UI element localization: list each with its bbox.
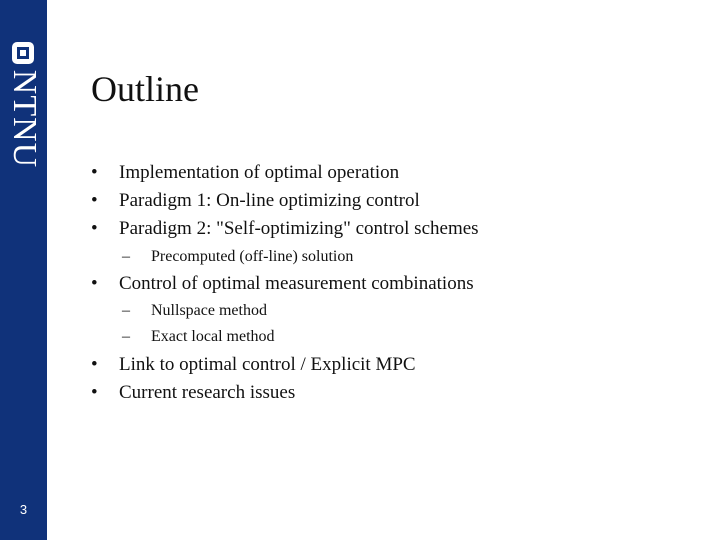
bullet-text: Paradigm 1: On-line optimizing control — [119, 190, 420, 211]
sub-bullet-text: Precomputed (off-line) solution — [151, 248, 354, 265]
bullet-item — [91, 381, 295, 405]
bullet-item — [91, 161, 399, 185]
bullet-item — [91, 353, 416, 377]
bullet-item — [91, 272, 474, 296]
sub-bullet-marker: – — [122, 328, 130, 345]
bullet-item — [91, 189, 420, 213]
bullet-marker: • — [91, 382, 98, 403]
bullet-text: Paradigm 2: "Self-optimizing" control schemes — [119, 218, 479, 239]
bullet-text: Current research issues — [119, 382, 296, 403]
slide-title: Outline — [91, 69, 199, 109]
bullet-marker: • — [91, 273, 98, 294]
bullet-marker: • — [91, 190, 98, 211]
sub-bullet-text: Exact local method — [151, 328, 275, 345]
page-number: 3 — [19, 502, 28, 517]
bullet-text: Link to optimal control / Explicit MPC — [119, 354, 416, 375]
sub-bullet-item — [122, 327, 275, 347]
sub-bullet-text: Nullspace method — [151, 302, 267, 319]
sub-bullet-marker: – — [122, 248, 130, 265]
sub-bullet-item — [122, 301, 267, 321]
bullet-marker: • — [91, 162, 98, 183]
bullet-item — [91, 217, 479, 241]
sub-bullet-marker: – — [122, 302, 130, 319]
bullet-marker: • — [91, 218, 98, 239]
sub-bullet-item — [122, 247, 353, 267]
bullet-text: Implementation of optimal operation — [119, 162, 400, 183]
ntnu-logo-icon — [12, 42, 34, 64]
sidebar — [0, 0, 47, 540]
ntnu-logo — [4, 66, 44, 172]
ntnu-logo-text: NTNU — [6, 69, 43, 169]
bullet-text: Control of optimal measurement combinations — [119, 273, 474, 294]
bullet-marker: • — [91, 354, 98, 375]
